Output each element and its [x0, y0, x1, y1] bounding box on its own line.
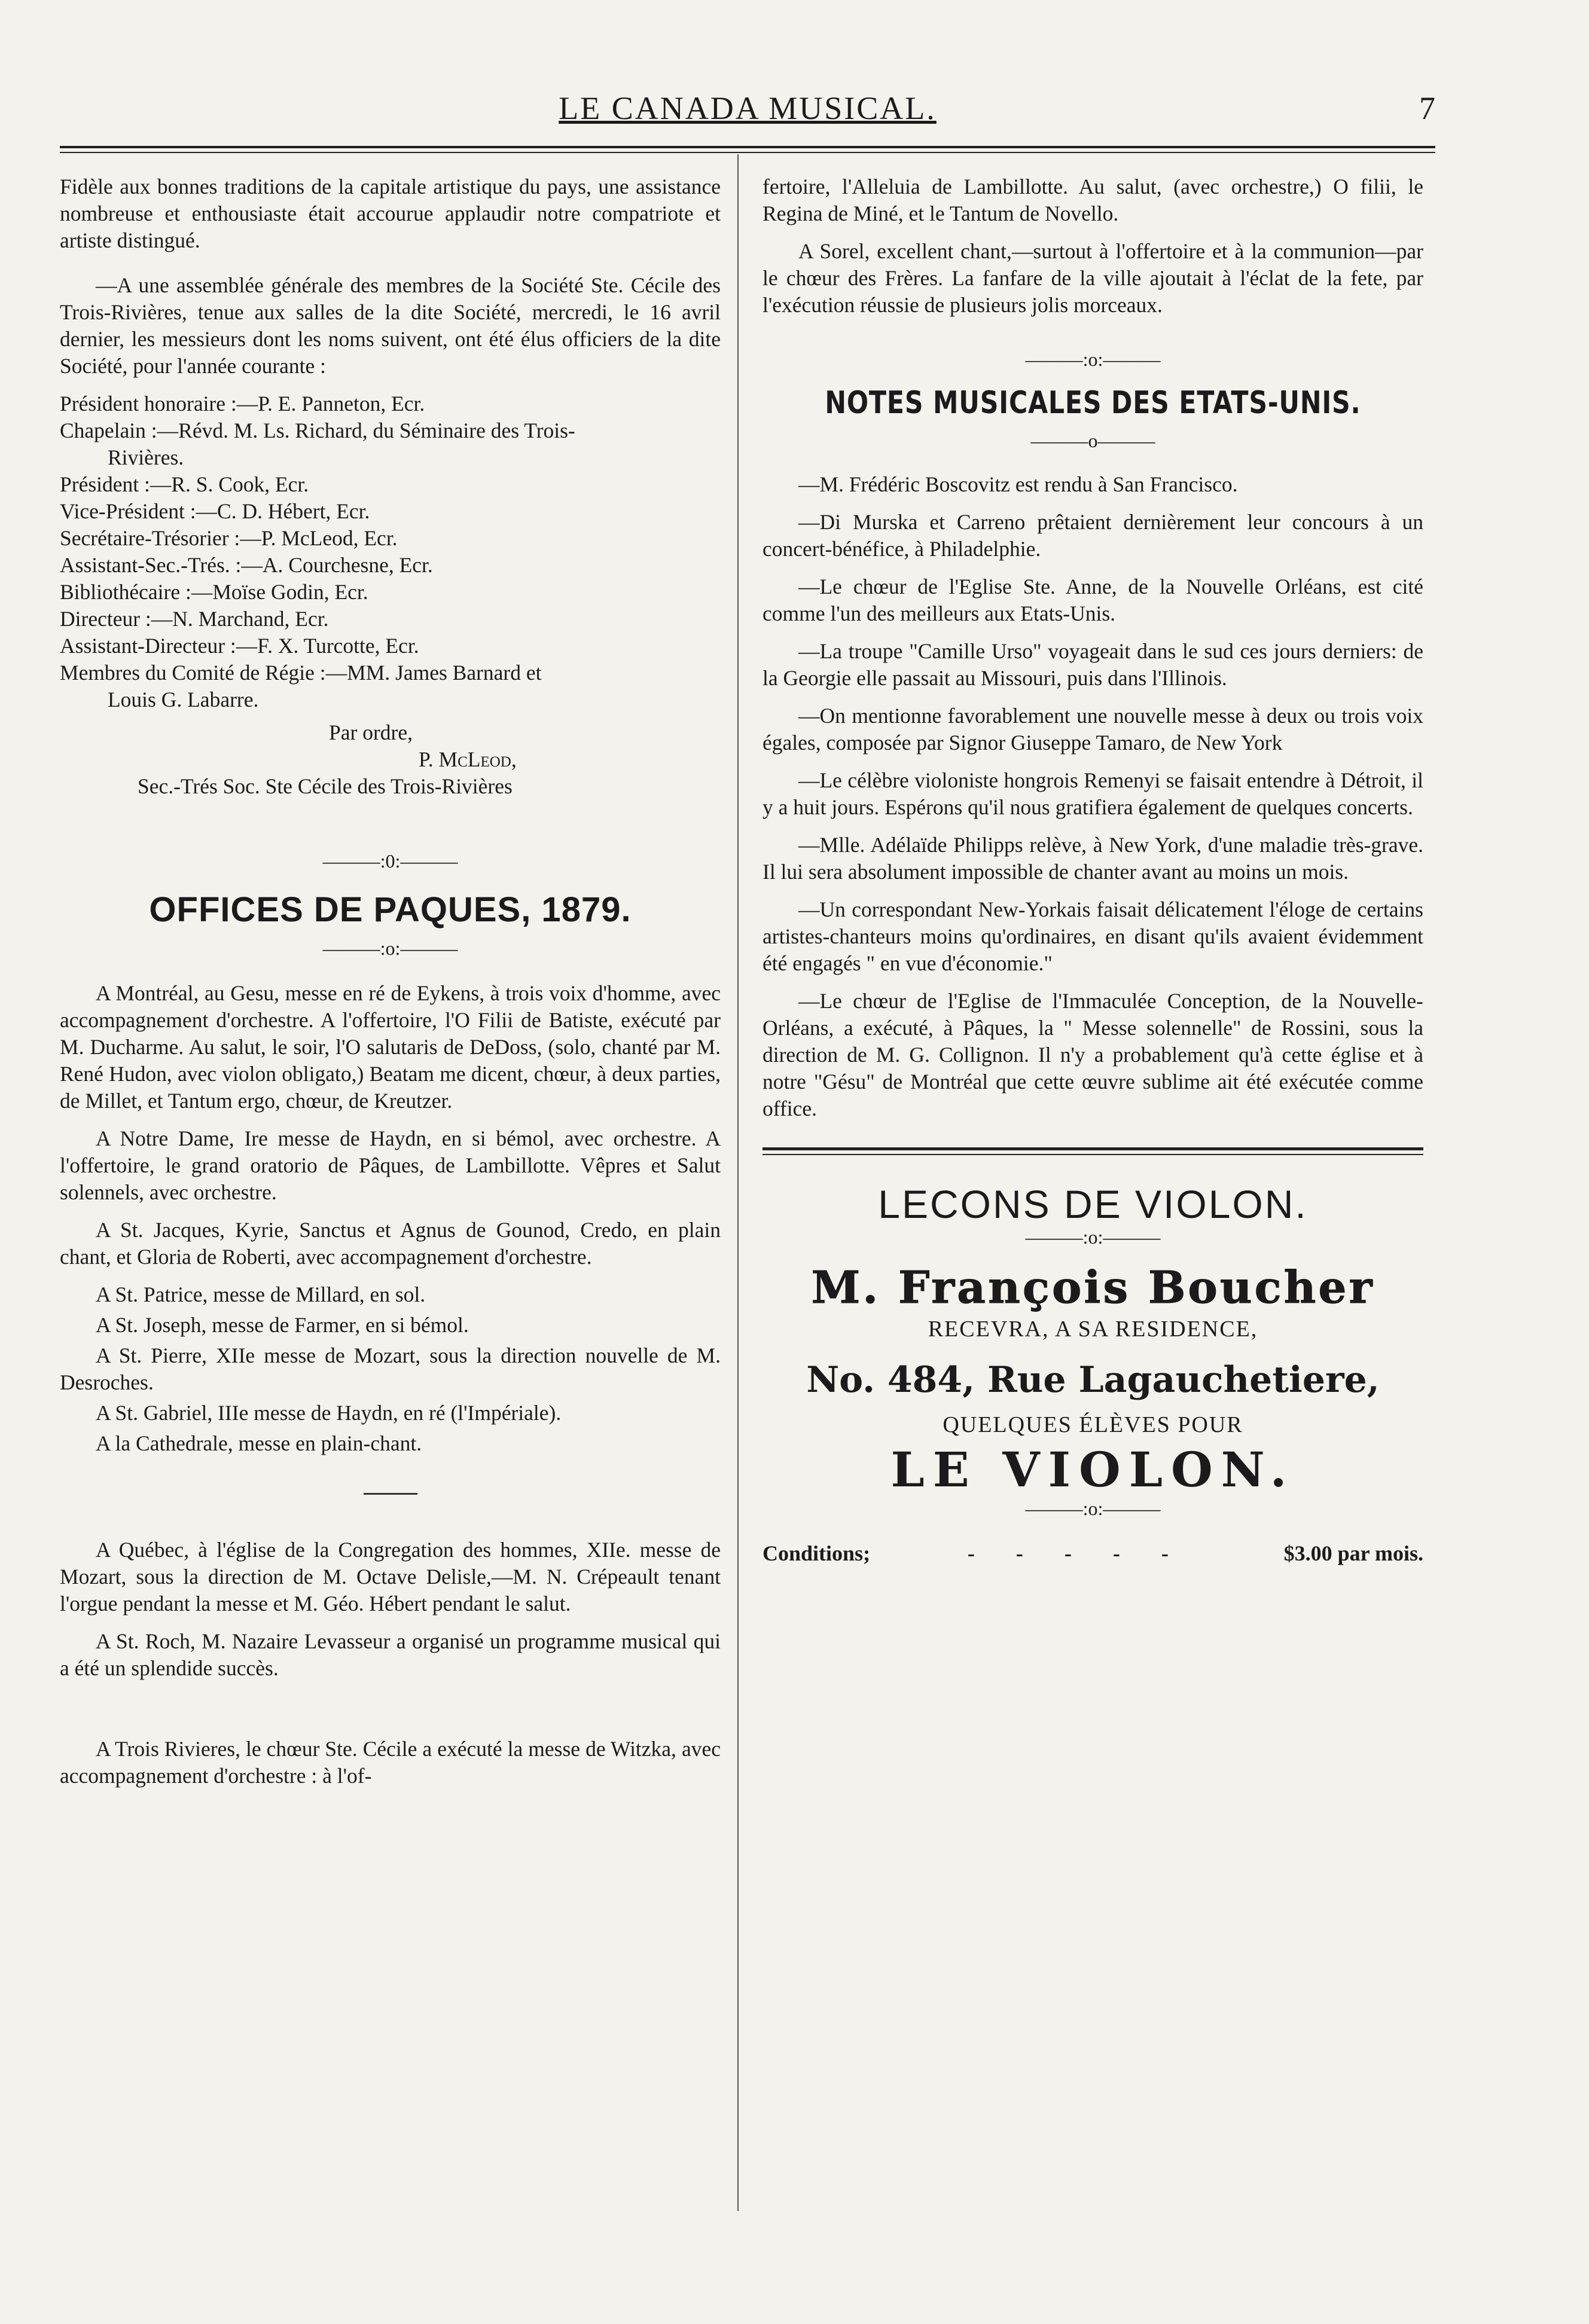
offices-paragraph: A St. Joseph, messe de Farmer, en si bémol. [96, 1313, 469, 1337]
trois-rivieres-paragraph: A Trois Rivieres, le chœur Ste. Cécile a exécuté la messe de Witzka, avec accompagnement d'orchestre : à l'of- [60, 1737, 721, 1788]
violin-lessons-ad [763, 1182, 1423, 1567]
right-column [763, 173, 1423, 1567]
ad-line: RECEVRA, A SA RESIDENCE, [928, 1317, 1258, 1342]
intro-paragraph: Fidèle aux bonnes traditions de la capitale artistique du pays, une assistance nombreuse et enthousiaste était accourue applaudir notre compatriote et artiste distingué. [60, 175, 721, 252]
note-item: —Le célèbre violoniste hongrois Remenyi se faisait entendre à Détroit, il y a huit jours. Espérons qu'il nous gratifiera également de quelques concerts. [763, 768, 1423, 819]
conditions-label: Conditions; [763, 1541, 871, 1565]
officer-line: Rivières. [108, 445, 184, 469]
note-item: —Di Murska et Carreno prêtaient dernièrement leur concours à un concert-bénéfice, à Philadelphie. [763, 510, 1423, 561]
officer-line: Secrétaire-Trésorier :—P. McLeod, Ecr. [60, 526, 398, 550]
assembly-paragraph: —A une assemblée générale des membres de la Société Ste. Cécile des Trois-Rivières, tenue aux salles de la dite Société, mercredi, le 16 avril dernier, les messieurs dont les noms suivent, ont été élus officiers de la dite Société, pour l'année courante : [60, 273, 721, 378]
officer-line: Directeur :—N. Marchand, Ecr. [60, 607, 329, 631]
separator: ———:o:——— [1025, 349, 1161, 370]
note-item: —Le chœur de l'Eglise de l'Immaculée Conception, de la Nouvelle-Orléans, a exécuté, à Pâques, la " Messe solennelle" de Rossini, sous la direction de M. G. Collignon. Il n'y a probablement qu'à cette église et à notre "Gésu" de Montréal que cette œuvre sublime ait été exécutée comme office. [763, 989, 1423, 1120]
offices-paragraph: A Montréal, au Gesu, messe en ré de Eykens, à trois voix d'homme, avec accompagnement d'orchestre. A l'offertoire, l'O Filii de Batiste, exécuté par M. Ducharme. Au salut, le soir, l'O salutaris de DeDoss, (solo, chanté par M. René Hudon, avec violon obligato,) Beatam me dicent, chœur, à deux parties, de Millet, et Tantum ergo, chœur, de Kreutzer. [60, 981, 721, 1113]
page-header [60, 90, 1435, 138]
offices-paragraph: A St. Jacques, Kyrie, Sanctus et Agnus de Gounod, Credo, en plain chant, et Gloria de Roberti, avec accompagnement d'orchestre. [60, 1218, 721, 1269]
offices-heading: OFFICES DE PAQUES, 1879. [149, 890, 632, 929]
signature-block [60, 719, 721, 800]
conditions-price: $3.00 par mois. [1283, 1541, 1423, 1565]
separator: ———:0:——— [322, 850, 458, 872]
running-title: LE CANADA MUSICAL. [559, 90, 937, 126]
conditions-leaders: - - - - - [967, 1541, 1187, 1565]
sorel-paragraph: A Sorel, excellent chant,—surtout à l'offertoire et à la communion—par le chœur des Frères. La fanfare de la ville ajoutait à l'éclat de la fete, par l'exécution réussie de plusieurs jolis morceaux. [763, 239, 1423, 317]
officers-list [60, 390, 721, 713]
header-rule [60, 146, 1435, 148]
left-column [60, 173, 721, 1800]
advertisement-rule [763, 1147, 1423, 1155]
quebec-paragraph: A St. Roch, M. Nazaire Levasseur a organisé un programme musical qui a été un splendide succès. [60, 1629, 721, 1680]
column-rule [737, 154, 739, 2211]
ad-title: LECONS DE VIOLON. [878, 1182, 1308, 1226]
officer-line: Bibliothécaire :—Moïse Godin, Ecr. [60, 580, 368, 604]
officer-line: Chapelain :—Révd. M. Ls. Richard, du Séminaire des Trois- [60, 419, 575, 442]
offices-paragraph: A St. Gabriel, IIIe messe de Haydn, en ré (l'Impériale). [96, 1401, 562, 1425]
officer-line: Président :—R. S. Cook, Ecr. [60, 472, 309, 496]
note-item: —M. Frédéric Boscovitz est rendu à San Francisco. [798, 472, 1238, 496]
offices-paragraph: A Notre Dame, Ire messe de Haydn, en si bémol, avec orchestre. A l'offertoire, le grand oratorio de Pâques, de Lambillotte. Vêpres et Salut solennels, avec orchestre. [60, 1126, 721, 1204]
separator: ———:o:——— [1025, 1226, 1161, 1248]
offices-paragraph: A la Cathedrale, messe en plain-chant. [96, 1431, 422, 1455]
note-item: —Le chœur de l'Eglise Ste. Anne, de la Nouvelle Orléans, est cité comme l'un des meilleurs aux Etats-Unis. [763, 575, 1423, 625]
separator: ———:o:——— [1025, 1498, 1161, 1519]
note-item: —La troupe "Camille Urso" voyageait dans le sud ces jours derniers: de la Georgie elle passait au Missouri, puis dans l'Illinois. [763, 639, 1423, 690]
ad-conditions [763, 1540, 1423, 1567]
page-number: 7 [1419, 90, 1435, 126]
officer-line: Vice-Président :—C. D. Hébert, Ecr. [60, 499, 370, 523]
signature-name: P. McLeod, [419, 747, 517, 771]
separator: ———:o:——— [322, 937, 458, 959]
ad-instrument: LE VIOLON. [890, 1442, 1295, 1498]
notes-heading: NOTES MUSICALES DES ETATS-UNIS. [825, 385, 1361, 421]
offices-paragraph: A St. Pierre, XIIe messe de Mozart, sous la direction nouvelle de M. Desroches. [60, 1343, 721, 1394]
ad-teacher-name: M. François Boucher [811, 1262, 1375, 1314]
offices-paragraph: A St. Patrice, messe de Millard, en sol. [96, 1282, 426, 1306]
section-rule [364, 1493, 417, 1495]
officer-line: Assistant-Sec.-Trés. :—A. Courchesne, Ecr. [60, 553, 433, 577]
officer-line: Membres du Comité de Régie :—MM. James Barnard et [60, 661, 542, 685]
officer-line: Louis G. Labarre. [108, 688, 259, 711]
note-item: —Mlle. Adélaïde Philipps relève, à New York, d'une maladie très-grave. Il lui sera absolument impossible de chanter avant au moins un mois. [763, 833, 1423, 884]
ad-address: No. 484, Rue Lagauchetiere, [806, 1359, 1380, 1401]
separator: ———o——— [1030, 430, 1155, 451]
note-item: —On mentionne favorablement une nouvelle messe à deux ou trois voix égales, composée par Signor Giuseppe Tamaro, de New York [763, 704, 1423, 755]
continuation-paragraph: fertoire, l'Alleluia de Lambillotte. Au salut, (avec orchestre,) O filii, le Regina de Miné, et le Tantum de Novello. [763, 175, 1423, 225]
note-item: —Un correspondant New-Yorkais faisait délicatement l'éloge de certains artistes-chanteurs moins qu'ordinaires, en disant qu'ils avaient évidemment été engagés " en vue d'économie." [763, 897, 1423, 975]
officer-line: Assistant-Directeur :—F. X. Turcotte, Ecr. [60, 634, 419, 658]
quebec-paragraph: A Québec, à l'église de la Congregation des hommes, XIIe. messe de Mozart, sous la direction de M. Octave Delisle,—M. N. Crépeault tenant l'orgue pendant la messe et M. Géo. Hébert pendant le salut. [60, 1538, 721, 1615]
signature-title: Sec.-Trés Soc. Ste Cécile des Trois-Rivières [138, 774, 513, 798]
ad-line: QUELQUES ÉLÈVES POUR [943, 1412, 1243, 1437]
signature-line: Par ordre, [329, 720, 413, 744]
officer-line: Président honoraire :—P. E. Panneton, Ecr. [60, 392, 425, 416]
header-rule-thin [60, 152, 1435, 153]
